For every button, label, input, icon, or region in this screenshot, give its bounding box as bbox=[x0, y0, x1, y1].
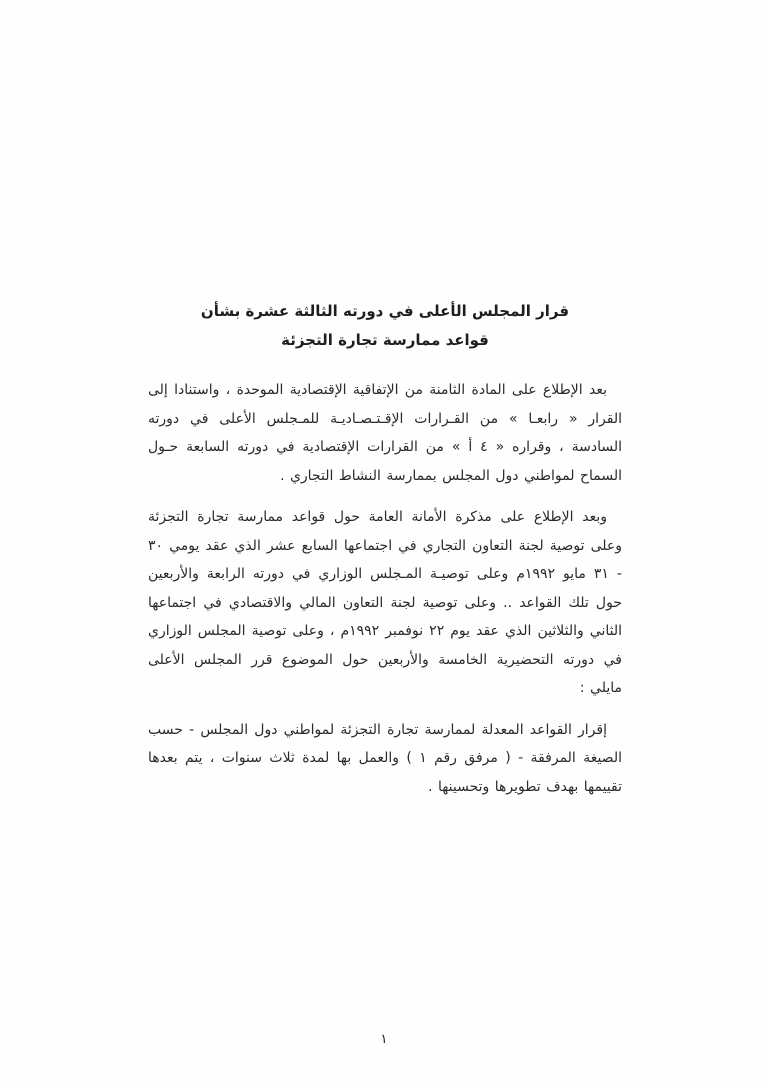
document-title-line-1: قرار المجلس الأعلى في دورته الثالثة عشرة بشأن bbox=[200, 302, 570, 320]
paragraph-resolution: إقرار القواعد المعدلة لممارسة تجارة التجزئة لمواطني دول المجلس - حسب الصيغة المرفقة - ( مرفق رقم ١ ) والعمل بها لمدة ثلاث سنوات ، يتم بعدها تقييمها بهدف تطويرها وتحسينها . bbox=[148, 721, 622, 795]
document-content bbox=[148, 298, 622, 801]
document-body bbox=[148, 376, 622, 801]
document-title bbox=[148, 298, 622, 354]
page-number: ١ bbox=[380, 1032, 388, 1047]
paragraph-recommendations: وبعد الإطلاع على مذكرة الأمانة العامة حول قواعد ممارسة تجارة التجزئة وعلى توصية لجنة التعاون التجاري في اجتماعها السابع عشر الذي عقد يومي ٣٠ - ٣١ مايو ١٩٩٢م وعلى توصيـة المـجلس الوزاري في دورته الرابعة والأربعين حول تلك القواعد .. وعلى توصية لجنة التعاون المالي والاقتصادي في اجتماعها الثاني والثلاثين الذي عقد يوم ٢٢ نوفمبر ١٩٩٢م ، وعلى توصية المجلس الوزاري في دورته التحضيرية الخامسة والأربعين حول الموضوع قرر المجلس الأعلى مايلي : bbox=[148, 509, 622, 696]
paragraph-preamble-articles: بعد الإطلاع على المادة الثامنة من الإتفاقية الإقتصادية الموحدة ، واستنادا إلى القرار « رابعـا » من القـرارات الإقـتـصـاديـة للمـجلس الأعلى في دورته السادسة ، وقراره « ٤ أ » من القرارات الإقتصادية في دورته السابعة حـول السماح لمواطني دول المجلس بممارسة النشاط التجاري . bbox=[148, 382, 622, 484]
document-title-line-2: قواعد ممارسة تجارة التجزئة bbox=[281, 331, 489, 349]
